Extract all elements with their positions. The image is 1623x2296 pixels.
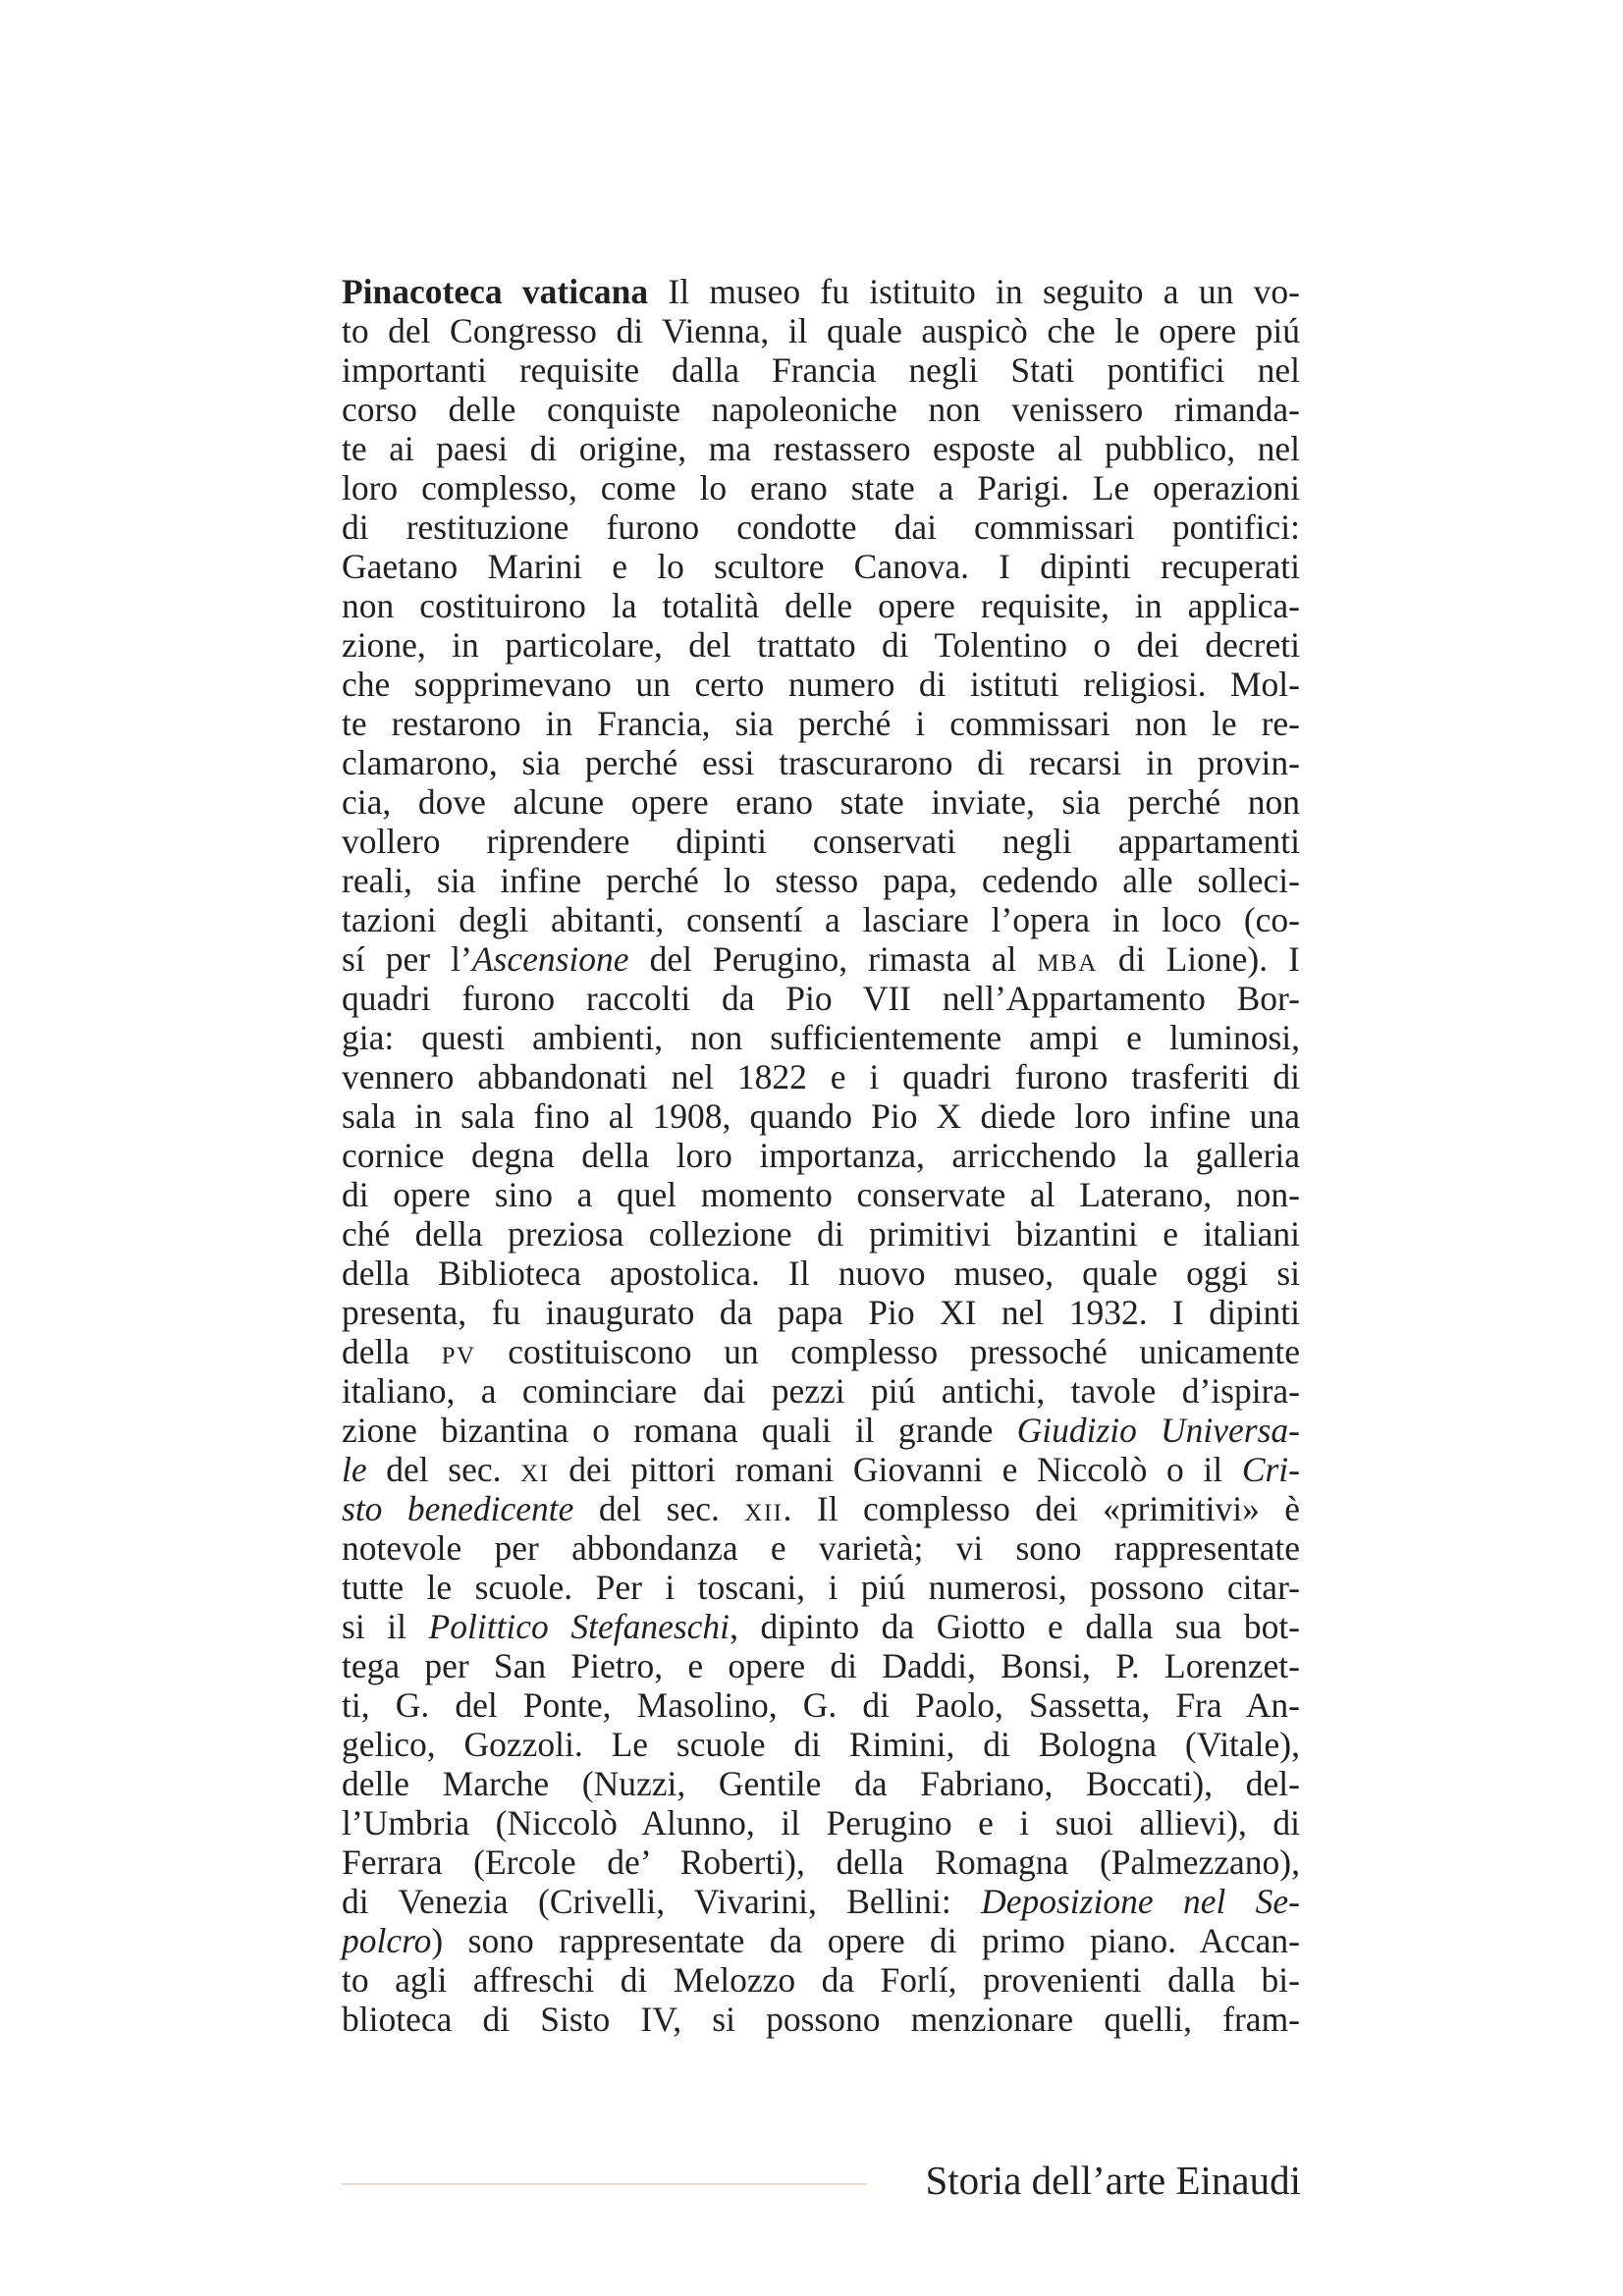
text-segment: della <box>342 1332 442 1371</box>
text-segment: cia, dove alcune opere erano state inviate, sia perché non <box>342 782 1300 822</box>
text-segment: di Lione). I <box>1097 939 1300 979</box>
text-line <box>342 743 1300 782</box>
text-segment: . Il complesso dei «primitivi» è <box>783 1489 1301 1528</box>
text-line <box>342 782 1300 822</box>
text-segment: sala in sala fino al 1908, quando Pio X diede loro infine una <box>342 1096 1300 1136</box>
italic-title: sto benedicente <box>342 1489 574 1528</box>
footer-rule <box>342 2183 867 2185</box>
small-caps-abbreviation: XII <box>744 1500 784 1526</box>
text-segment: del sec. <box>573 1489 745 1528</box>
text-segment: Gaetano Marini e lo scultore Canova. I dipinti recuperati <box>342 547 1300 586</box>
italic-title: Deposizione nel Se- <box>981 1882 1300 1921</box>
text-segment: notevole per abbondanza e varietà; vi sono rappresentate <box>342 1528 1300 1568</box>
text-segment: si il <box>342 1607 429 1646</box>
text-segment: l’Umbria (Niccolò Alunno, il Perugino e i suoi allievi), di <box>342 1803 1300 1842</box>
text-line <box>342 1725 1300 1764</box>
text-line <box>342 1411 1300 1450</box>
text-line <box>342 272 1300 311</box>
text-line <box>342 1921 1300 1960</box>
text-line <box>342 822 1300 861</box>
text-segment: te restarono in Francia, sia perché i commissari non le re- <box>342 704 1300 743</box>
text-segment: te ai paesi di origine, ma restassero esposte al pubblico, nel <box>342 429 1300 468</box>
text-line <box>342 1685 1300 1725</box>
text-segment: della Biblioteca apostolica. Il nuovo museo, quale oggi si <box>342 1254 1300 1293</box>
text-line <box>342 586 1300 625</box>
text-line <box>342 665 1300 704</box>
text-segment: che sopprimevano un certo numero di istituti religiosi. Mol- <box>342 665 1300 704</box>
text-segment: sí per l’ <box>342 939 472 979</box>
text-segment: presenta, fu inaugurato da papa Pio XI nel 1932. I dipinti <box>342 1293 1300 1332</box>
text-segment: di Venezia (Crivelli, Vivarini, Bellini: <box>342 1882 982 1921</box>
text-line <box>342 507 1300 547</box>
text-segment: vennero abbandonati nel 1822 e i quadri furono trasferiti di <box>342 1057 1300 1096</box>
text-line <box>342 1018 1300 1057</box>
text-line <box>342 625 1300 665</box>
text-line <box>342 1607 1300 1646</box>
text-segment: dei pittori romani Giovanni e Niccolò o il <box>549 1450 1242 1489</box>
text-line <box>342 1293 1300 1332</box>
text-segment: ché della preziosa collezione di primitivi bizantini e italiani <box>342 1214 1300 1254</box>
text-line <box>342 1646 1300 1685</box>
text-segment: del Perugino, rimasta al <box>628 939 1038 979</box>
text-line <box>342 547 1300 586</box>
text-segment: di opere sino a quel momento conservate al Laterano, non- <box>342 1175 1300 1214</box>
text-line <box>342 1568 1300 1607</box>
text-segment: tega per San Pietro, e opere di Daddi, Bonsi, P. Lorenzet- <box>342 1646 1300 1685</box>
text-line <box>342 939 1300 979</box>
text-line <box>342 2000 1300 2039</box>
text-segment: , dipinto da Giotto e dalla sua bot- <box>730 1607 1301 1646</box>
text-line <box>342 311 1300 350</box>
text-line <box>342 861 1300 900</box>
italic-title: Cri- <box>1241 1450 1300 1489</box>
footer-title: Storia dell’arte Einaudi <box>925 2158 1301 2203</box>
text-segment: loro complesso, come lo erano state a Parigi. Le operazioni <box>342 468 1300 507</box>
text-segment: delle Marche (Nuzzi, Gentile da Fabriano, Boccati), del- <box>342 1764 1300 1803</box>
italic-title: polcro <box>342 1921 432 1960</box>
text-segment: ti, G. del Ponte, Masolino, G. di Paolo, Sassetta, Fra An- <box>342 1685 1300 1725</box>
text-line <box>342 1528 1300 1568</box>
text-segment: zione bizantina o romana quali il grande <box>342 1411 1017 1450</box>
text-segment: di restituzione furono condotte dai commissari pontifici: <box>342 507 1300 547</box>
text-line <box>342 350 1300 390</box>
text-segment: costituiscono un complesso pressoché unicamente <box>475 1332 1300 1371</box>
text-segment: reali, sia infine perché lo stesso papa, cedendo alle solleci- <box>342 861 1300 900</box>
text-line <box>342 429 1300 468</box>
small-caps-abbreviation: XI <box>520 1461 550 1487</box>
text-line <box>342 1057 1300 1096</box>
text-line <box>342 1175 1300 1214</box>
text-line <box>342 1332 1300 1371</box>
italic-title: Giudizio Universa- <box>1016 1411 1300 1450</box>
text-line <box>342 704 1300 743</box>
text-segment: tazioni degli abitanti, consentí a lasciare l’opera in loco (co- <box>342 900 1300 939</box>
text-segment: tutte le scuole. Per i toscani, i piú numerosi, possono citar- <box>342 1568 1300 1607</box>
text-segment: to agli affreschi di Melozzo da Forlí, provenienti dalla bi- <box>342 1960 1300 2000</box>
text-line <box>342 1803 1300 1842</box>
text-segment: non costituirono la totalità delle opere requisite, in applica- <box>342 586 1300 625</box>
text-segment: quadri furono raccolti da Pio VII nell’Appartamento Bor- <box>342 979 1300 1018</box>
text-line <box>342 1842 1300 1882</box>
text-segment: cornice degna della loro importanza, arricchendo la galleria <box>342 1136 1300 1175</box>
text-line <box>342 1960 1300 2000</box>
text-segment: ) sono rappresentate da opere di primo piano. Accan- <box>431 1921 1300 1960</box>
text-line <box>342 390 1300 429</box>
small-caps-abbreviation: PV <box>441 1343 476 1369</box>
text-segment: corso delle conquiste napoleoniche non venissero rimanda- <box>342 390 1300 429</box>
text-segment: blioteca di Sisto IV, si possono menzionare quelli, fram- <box>342 2000 1300 2039</box>
text-segment: gia: questi ambienti, non sufficientemente ampi e luminosi, <box>342 1018 1300 1057</box>
text-line <box>342 1882 1300 1921</box>
entry-heading: Pinacoteca vaticana <box>342 272 649 311</box>
italic-title: le <box>342 1450 367 1489</box>
encyclopedia-entry <box>342 272 1300 2039</box>
text-segment: Il museo fu istituito in seguito a un vo- <box>648 272 1300 311</box>
text-segment: gelico, Gozzoli. Le scuole di Rimini, di Bologna (Vitale), <box>342 1725 1300 1764</box>
text-segment: importanti requisite dalla Francia negli Stati pontifici nel <box>342 350 1300 390</box>
text-line <box>342 1489 1300 1528</box>
text-segment: zione, in particolare, del trattato di Tolentino o dei decreti <box>342 625 1300 665</box>
italic-title: Polittico Stefaneschi <box>428 1607 730 1646</box>
small-caps-abbreviation: MBA <box>1037 950 1098 977</box>
text-segment: to del Congresso di Vienna, il quale auspicò che le opere piú <box>342 311 1300 350</box>
text-segment: clamarono, sia perché essi trascurarono di recarsi in provin- <box>342 743 1300 782</box>
text-segment: del sec. <box>366 1450 521 1489</box>
text-line <box>342 979 1300 1018</box>
text-line <box>342 468 1300 507</box>
text-line <box>342 1450 1300 1489</box>
text-segment: italiano, a cominciare dai pezzi piú antichi, tavole d’ispira- <box>342 1371 1300 1411</box>
text-line <box>342 1096 1300 1136</box>
text-segment: vollero riprendere dipinti conservati negli appartamenti <box>342 822 1300 861</box>
text-line <box>342 900 1300 939</box>
text-line <box>342 1764 1300 1803</box>
text-line <box>342 1371 1300 1411</box>
text-line <box>342 1254 1300 1293</box>
text-line <box>342 1214 1300 1254</box>
italic-title: Ascensione <box>471 939 629 979</box>
text-segment: Ferrara (Ercole de’ Roberti), della Romagna (Palmezzano), <box>342 1842 1300 1882</box>
text-line <box>342 1136 1300 1175</box>
